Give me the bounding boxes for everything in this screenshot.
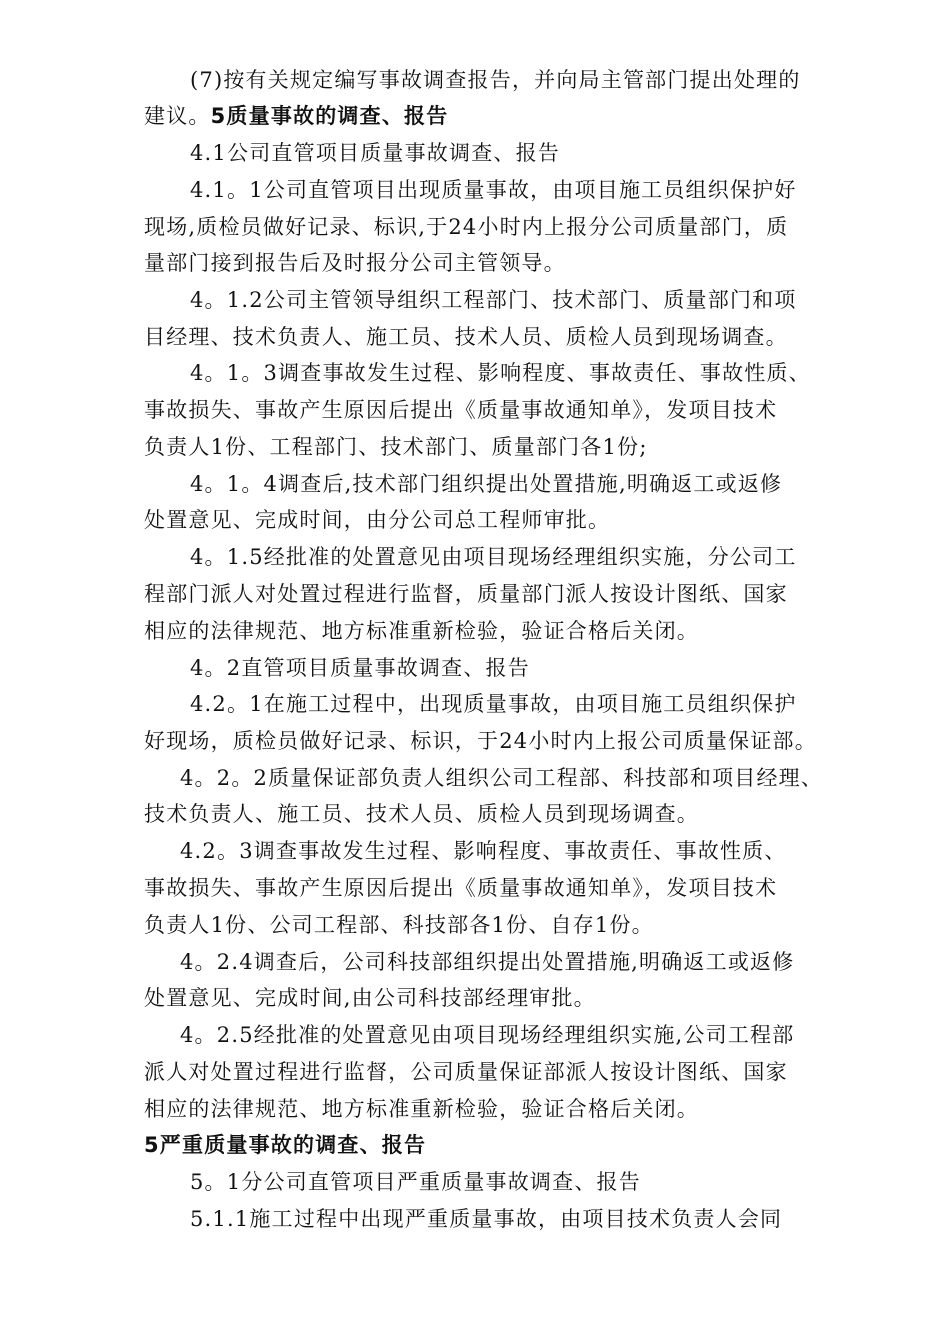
text-line: 处置意见、完成时间，由分公司总工程师审批。 xyxy=(144,508,611,532)
text-line: 5.1.1施工过程中出现严重质量事故，由项目技术负责人会同 xyxy=(190,1207,783,1231)
text-line: 4.2。1在施工过程中，出现质量事故，由项目施工员组织保护 xyxy=(190,692,797,716)
text-line: 事故损失、事故产生原因后提出《质量事故通知单》，发项目技术 xyxy=(144,876,778,900)
text-line: 技术负责人、施工员、技术人员、质检人员到现场调查。 xyxy=(144,802,699,826)
subsection-heading: 4.1公司直管项目质量事故调查、报告 xyxy=(190,141,560,165)
section-heading: 5质量事故的调查、报告 xyxy=(210,104,449,128)
text-line: (7)按有关规定编写事故调查报告，并向局主管部门提出处理的 xyxy=(190,68,801,92)
section-heading: 5严重质量事故的调查、报告 xyxy=(144,1133,427,1157)
text-line: 相应的法律规范、地方标准重新检验，验证合格后关闭。 xyxy=(144,1097,699,1121)
subsection-heading: 5。1分公司直管项目严重质量事故调查、报告 xyxy=(190,1170,641,1194)
text-line: 4。1。4调查后,技术部门组织提出处置措施,明确返工或返修 xyxy=(190,472,783,496)
text-line: 相应的法律规范、地方标准重新检验，验证合格后关闭。 xyxy=(144,619,699,643)
text-line: 好现场，质检员做好记录、标识，于24小时内上报公司质量保证部。 xyxy=(144,729,817,753)
text-line xyxy=(144,1127,426,1164)
text-line: 4.2。3调查事故发生过程、影响程度、事故责任、事故性质、 xyxy=(180,839,787,863)
text-line: 4。2.4调查后，公司科技部组织提出处置措施,明确返工或返修 xyxy=(180,950,795,974)
text-line: 4。1.5经批准的处置意见由项目现场经理组织实施，分公司工 xyxy=(190,545,797,569)
text-line: 建议。5质量事故的调查、报告 xyxy=(144,104,449,128)
text-line: 负责人1份、公司工程部、科技部各1份、自存1份。 xyxy=(144,913,654,937)
text-line: 派人对处置过程进行监督，公司质量保证部派人按设计图纸、国家 xyxy=(144,1060,788,1084)
text-line: 事故损失、事故产生原因后提出《质量事故通知单》，发项目技术 xyxy=(144,398,778,422)
text-line: 4。2.5经批准的处置意见由项目现场经理组织实施,公司工程部 xyxy=(180,1023,795,1047)
text-line: 4。1.2公司主管领导组织工程部门、技术部门、质量部门和项 xyxy=(190,288,797,312)
text-line: 4.1。1公司直管项目出现质量事故，由项目施工员组织保护好 xyxy=(190,178,797,202)
subsection-heading: 4。2直管项目质量事故调查、报告 xyxy=(190,656,530,680)
text-line: 目经理、技术负责人、施工员、技术人员、质检人员到现场调查。 xyxy=(144,325,788,349)
text-line: 程部门派人对处置过程进行监督，质量部门派人按设计图纸、国家 xyxy=(144,582,788,606)
text-line: 量部门接到报告后及时报分公司主管领导。 xyxy=(144,251,566,275)
text-line: 负责人1份、工程部门、技术部门、质量部门各1份; xyxy=(144,435,648,459)
text-line: 4。1。3调查事故发生过程、影响程度、事故责任、事故性质、 xyxy=(190,361,811,385)
text-line: 4。2。2质量保证部负责人组织公司工程部、科技部和项目经理、 xyxy=(180,766,824,790)
text-line: 现场,质检员做好记录、标识,于24小时内上报分公司质量部门，质 xyxy=(144,215,789,239)
text-line: 处置意见、完成时间,由公司科技部经理审批。 xyxy=(144,986,596,1010)
